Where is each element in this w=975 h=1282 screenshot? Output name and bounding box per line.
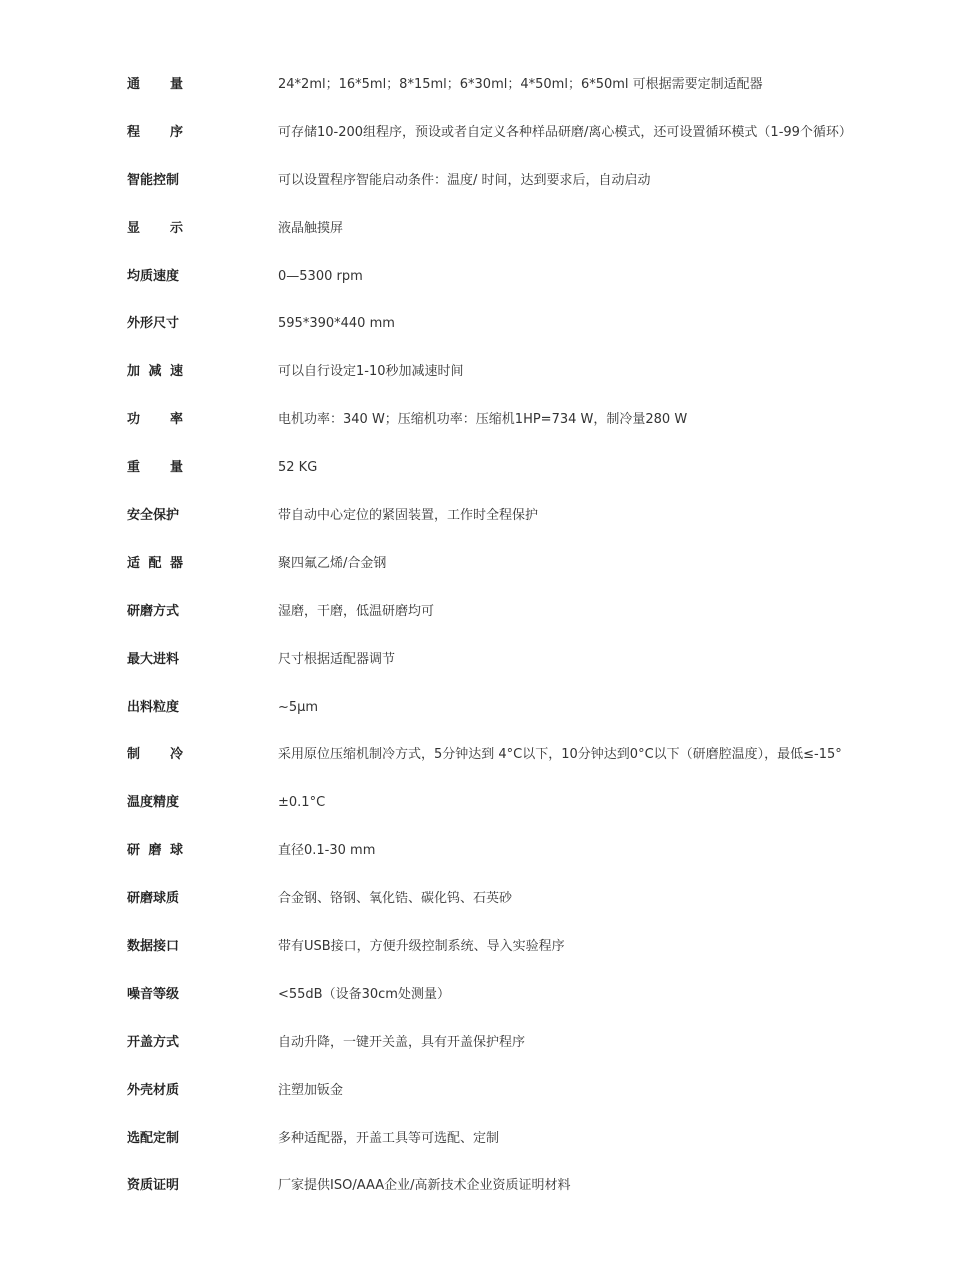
spec-row-grinding-mode — [0, 587, 975, 635]
spec-label: 出料粒度 — [127, 699, 180, 715]
spec-label: 功 率 — [127, 412, 183, 428]
spec-row-dimensions — [0, 299, 975, 347]
spec-value: 湿磨，干磨，低温研磨均可 — [278, 603, 435, 619]
spec-row-housing — [0, 1066, 975, 1114]
spec-value: 可以设置程序智能启动条件：温度/ 时间，达到要求后，自动启动 — [278, 172, 651, 188]
spec-label: 加 减 速 — [127, 364, 183, 380]
spec-value: 厂家提供ISO/AAA企业/高新技术企业资质证明材料 — [278, 1178, 571, 1194]
spec-label: 安全保护 — [127, 508, 180, 524]
spec-value: ~5μm — [278, 699, 319, 715]
spec-label: 开盖方式 — [127, 1034, 180, 1050]
spec-row-lid — [0, 1018, 975, 1066]
spec-row-grinding-ball — [0, 826, 975, 874]
spec-value: 可以自行设定1-10秒加减速时间 — [278, 364, 464, 380]
spec-label: 通 量 — [127, 77, 183, 92]
spec-label: 适 配 器 — [127, 555, 183, 571]
spec-value: 尺寸根据适配器调节 — [278, 651, 396, 667]
spec-row-throughput — [0, 60, 975, 108]
spec-row-cooling — [0, 730, 975, 778]
spec-label: 研磨球质 — [127, 891, 180, 907]
spec-label: 重 量 — [127, 460, 183, 476]
spec-row-output-size — [0, 683, 975, 731]
spec-label: 程 序 — [127, 124, 183, 140]
spec-row-data-interface — [0, 922, 975, 970]
spec-row-acceleration — [0, 347, 975, 395]
spec-row-adapter — [0, 539, 975, 587]
spec-row-power — [0, 395, 975, 443]
spec-value: 带有USB接口，方便升级控制系统、导入实验程序 — [278, 939, 565, 955]
spec-table — [0, 60, 975, 1209]
spec-label: 显 示 — [127, 220, 183, 236]
spec-row-safety — [0, 491, 975, 539]
spec-row-certification — [0, 1161, 975, 1209]
spec-value: 可存储10-200组程序，预设或者自定义各种样品研磨/离心模式，还可设置循环模式（1-99个循环） — [278, 124, 852, 140]
spec-value: 带自动中心定位的紧固装置，工作时全程保护 — [278, 508, 539, 524]
spec-row-display — [0, 204, 975, 252]
spec-row-options — [0, 1114, 975, 1162]
spec-value: 0—5300 rpm — [278, 268, 363, 284]
spec-row-ball-material — [0, 874, 975, 922]
spec-label: 最大进料 — [127, 651, 180, 667]
spec-row-max-feed — [0, 635, 975, 683]
spec-label: 研磨方式 — [127, 603, 180, 619]
spec-row-smart-control — [0, 156, 975, 204]
spec-label: 温度精度 — [127, 795, 180, 811]
spec-value: 24*2ml；16*5ml；8*15ml；6*30ml；4*50ml；6*50ml 可根据需要定制适配器 — [278, 77, 763, 92]
spec-value: 自动升降，一键开关盖，具有开盖保护程序 — [278, 1034, 526, 1050]
spec-row-noise — [0, 970, 975, 1018]
spec-label: 外壳材质 — [127, 1082, 180, 1098]
spec-label: 数据接口 — [127, 939, 180, 955]
spec-label: 噪音等级 — [127, 986, 180, 1002]
spec-value: ±0.1°C — [278, 795, 326, 811]
spec-row-temp-accuracy — [0, 778, 975, 826]
spec-value: 注塑加钣金 — [278, 1082, 344, 1098]
spec-label: 选配定制 — [127, 1130, 180, 1146]
spec-label: 智能控制 — [127, 172, 180, 188]
spec-label: 资质证明 — [127, 1178, 180, 1194]
spec-value: 液晶触摸屏 — [278, 220, 344, 236]
spec-value: 多种适配器，开盖工具等可选配、定制 — [278, 1130, 500, 1146]
spec-value: 电机功率：340 W；压缩机功率：压缩机1HP=734 W，制冷量280 W — [278, 412, 688, 428]
spec-label: 外形尺寸 — [127, 316, 180, 332]
spec-row-weight — [0, 443, 975, 491]
spec-label: 研 磨 球 — [127, 843, 183, 859]
spec-label: 均质速度 — [127, 268, 180, 284]
spec-value: 合金钢、铬钢、氧化锆、碳化钨、石英砂 — [278, 891, 513, 907]
spec-row-speed — [0, 252, 975, 300]
spec-row-program — [0, 108, 975, 156]
spec-value: 52 KG — [278, 460, 318, 476]
spec-value: 采用原位压缩机制冷方式，5分钟达到 4°C以下，10分钟达到0°C以下（研磨腔温度），最低≤-15° — [278, 747, 842, 763]
spec-value: <55dB（设备30cm处测量） — [278, 986, 450, 1002]
spec-label: 制 冷 — [127, 747, 183, 763]
spec-value: 直径0.1-30 mm — [278, 843, 376, 859]
spec-value: 595*390*440 mm — [278, 316, 395, 332]
spec-value: 聚四氟乙烯/合金钢 — [278, 555, 387, 571]
